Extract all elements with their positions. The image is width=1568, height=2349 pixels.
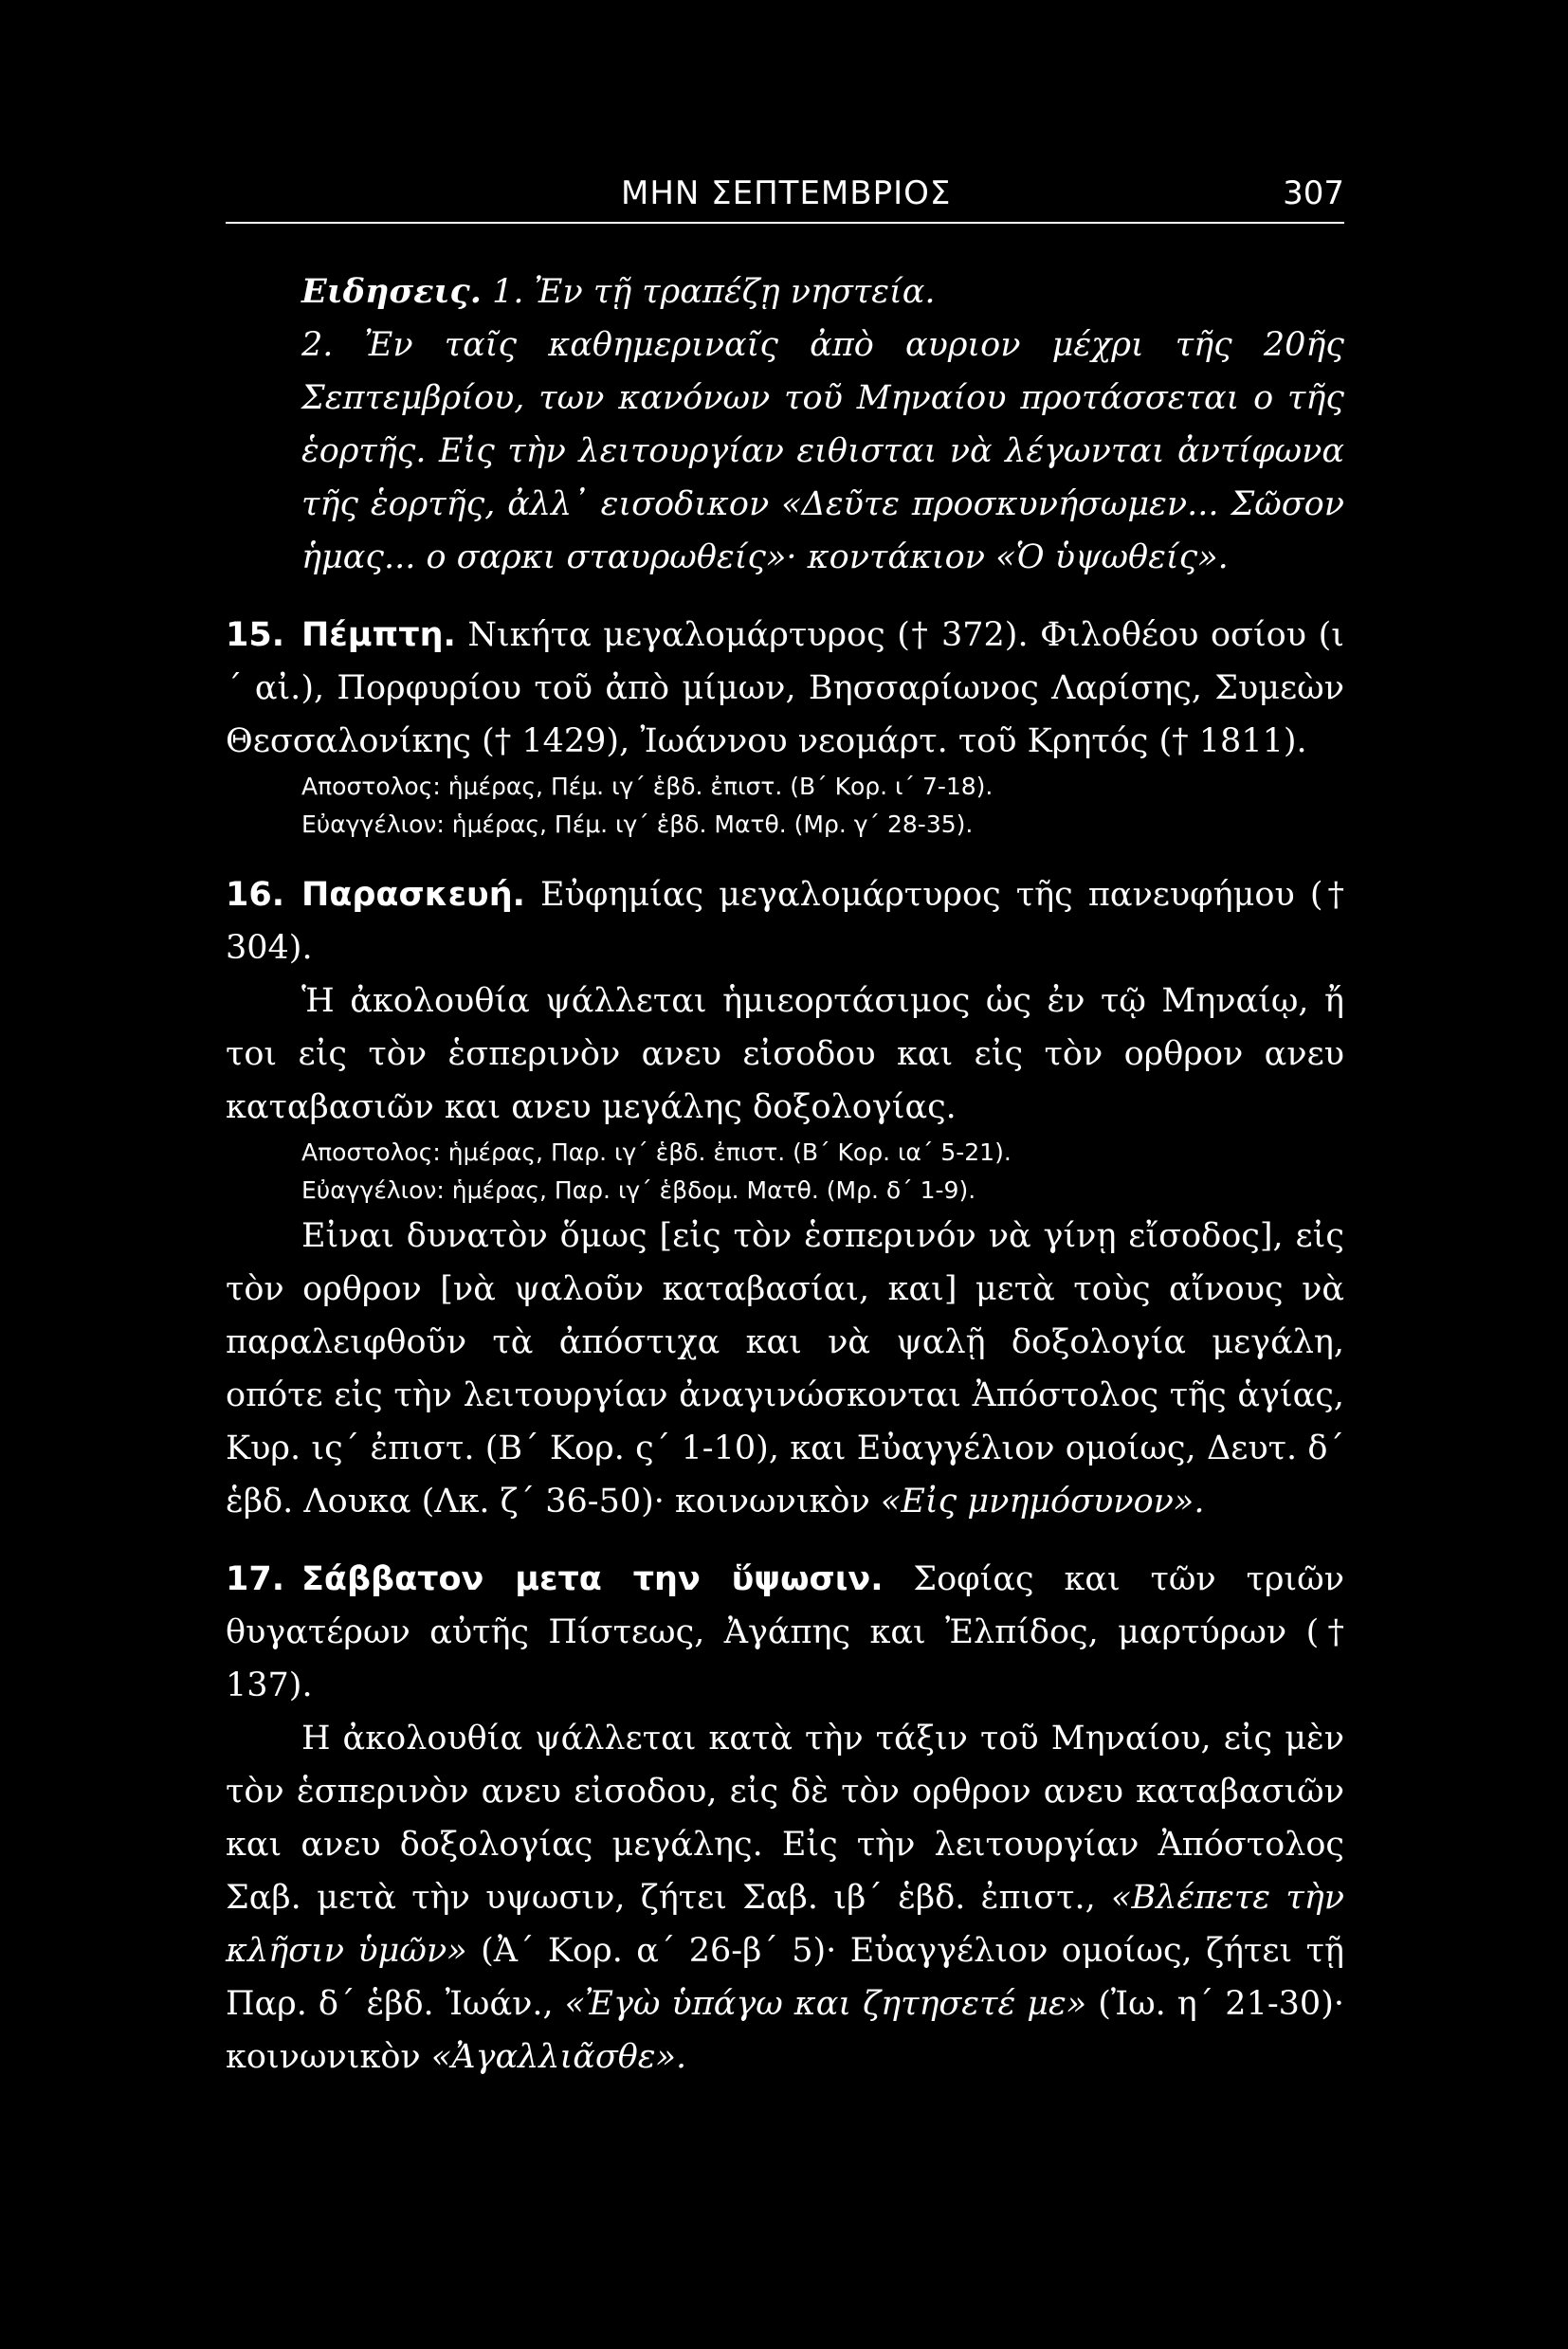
running-title: ΜΗΝ ΣΕΠΤΕΜΒΡΙΟΣ: [621, 174, 952, 212]
page-body: [226, 265, 1344, 2084]
day-commemorations: Εὐφημίας μεγαλομάρτυρος τῆς πανευφήμου († 304).: [226, 876, 1344, 967]
day-number: 17.: [226, 1560, 285, 1598]
gospel-reading: Εὐαγγέλιον: ἡμέρας, Πέμ. ιγ´ ἑβδ. Ματθ. (Μρ. γ´ 28-35).: [301, 810, 974, 838]
communion-hymn: «Εἰς μνημόσυνον».: [880, 1483, 1205, 1520]
notice-1: [301, 265, 1344, 319]
day-commemorations: Σοφίας και τῶν τριῶν θυγατέρων αὐτῆς Πίστεως, Ἀγάπης και Ἐλπίδος, μαρτύρων († 137).: [226, 1560, 1344, 1704]
rubric-text: Εἰναι δυνατὸν ὅμως [εἰς τὸν ἑσπερινόν νὰ γίνῃ εἴσοδος], εἰς τὸν ορθρον [νὰ ψαλοῦν καταβασίαι, και] μετὰ τοὺς αἴνους νὰ παραλειφθοῦν τὰ ἀπόστιχα και νὰ ψαλῇ δοξολογία μεγάλη, οπότε εἰς τὴν λειτουργίαν ἀναγινώσκονται Ἀπόστολος τῆς ἁγίας, Κυρ. ις´ ἐπιστ. (Β´ Κορ. ς´ 1-10), και Εὐαγγέλιον ομοίως, Δευτ. δ´ ἑβδ. Λουκα (Λκ. ζ´ 36-50)· κοινωνικὸν: [226, 1217, 1344, 1520]
day-15-heading: [226, 609, 1344, 768]
rubric-text: Η ἀκολουθία ψάλλεται κατὰ τὴν τάξιν τοῦ Μηναίου, εἰς μὲν τὸν ἑσπερινὸν ανευ εἰσοδου, εἰς δὲ τὸν ορθρον ανευ καταβασιῶν και ανευ δοξολογίας μεγάλης. Εἰς τὴν λειτουργίαν Ἀπόστολος Σαβ. μετὰ τὴν υψωσιν, ζήτει Σαβ. ιβ´ ἑβδ. ἐπιστ.,: [226, 1720, 1344, 1917]
notices-label: Ειδησεις.: [301, 272, 482, 311]
communion-hymn: «Ἀγαλλιᾶσθε».: [430, 2038, 687, 2076]
rubric-paragraph: [226, 1210, 1344, 1528]
gospel-reading: Εὐαγγέλιον: ἡμέρας, Παρ. ιγ´ ἑβδομ. Ματθ. (Μρ. δ´ 1-9).: [301, 1176, 976, 1204]
gospel-incipit: «Ἐγὼ ὑπάγω και ζητησετέ με»: [564, 1985, 1087, 2023]
rubric-paragraph: Ἡ ἀκολουθία ψάλλεται ἡμιεορτάσιμος ὡς ἐν τῷ Μηναίῳ, ἤ τοι εἰς τὸν ἑσπερινὸν ανευ εἰσοδου και εἰς τὸν ορθρον ανευ καταβασιῶν και ανευ μεγάλης δοξολογίας.: [226, 982, 1344, 1126]
day-commemorations: Νικήτα μεγαλομάρτυρος († 372). Φιλοθέου οσίου (ι´ αἰ.), Πορφυρίου τοῦ ἀπὸ μίμων, Βησσαρίωνος Λαρίσης, Συμεὼν Θεσσαλονίκης († 1429), Ἰωάννου νεομάρτ. τοῦ Κρητός († 1811).: [226, 616, 1344, 760]
day-entry-17: [226, 1553, 1344, 2084]
day-16-heading: [226, 868, 1344, 974]
rubric-text: (Ἰω. η´ 21-30)· κοινωνικὸν: [226, 1985, 1344, 2076]
day-number: 16.: [226, 876, 285, 914]
day-number: 15.: [226, 616, 285, 654]
notices: [226, 265, 1344, 584]
day-17-heading: [226, 1553, 1344, 1712]
day-entry-15: [226, 609, 1344, 844]
notice-1-text: 1. Ἐν τῇ τραπέζῃ νηστεία.: [492, 273, 936, 311]
apostle-incipit: «Βλέπετε τὴν κλῆσιν ὑμῶν»: [226, 1879, 1344, 1970]
rubric-text: (Ἀ´ Κορ. α´ 26-β´ 5)· Εὐαγγέλιον ομοίως, ζήτει τῇ Παρ. δ´ ἑβδ. Ἰωάν.,: [226, 1932, 1344, 2023]
day-name: Πέμπτη.: [301, 616, 456, 654]
day-name: Σάββατον μετα την ὕψωσιν.: [301, 1560, 884, 1598]
page-number: 307: [1283, 174, 1344, 212]
apostle-reading: Αποστολος: ἡμέρας, Παρ. ιγ´ ἑβδ. ἐπιστ. (Β´ Κορ. ια´ 5-21).: [301, 1138, 1012, 1166]
notice-2: 2. Ἐν ταῖς καθημεριναῖς ἀπὸ αυριον μέχρι τῆς 20ῆς Σεπτεμβρίου, των κανόνων τοῦ Μηναίου προτάσσεται ο τῆς ἑορτῆς. Εἰς τὴν λειτουργίαν ειθισται νὰ λέγωνται ἀντίφωνα τῆς ἑορτῆς, ἀλλ᾿ εισοδικον «Δεῦτε προσκυνήσωμεν... Σῶσον ἡμας... ο σαρκι σταυρωθείς»· κοντάκιον «Ὁ ὑψωθείς».: [301, 326, 1344, 576]
rubric-paragraph: [226, 1712, 1344, 2084]
day-name: Παρασκευή.: [301, 876, 525, 914]
day-entry-16: [226, 868, 1344, 1528]
running-header: [226, 174, 1344, 224]
apostle-reading: Αποστολος: ἡμέρας, Πέμ. ιγ´ ἑβδ. ἐπιστ. (Β´ Κορ. ι´ 7-18).: [301, 773, 994, 800]
